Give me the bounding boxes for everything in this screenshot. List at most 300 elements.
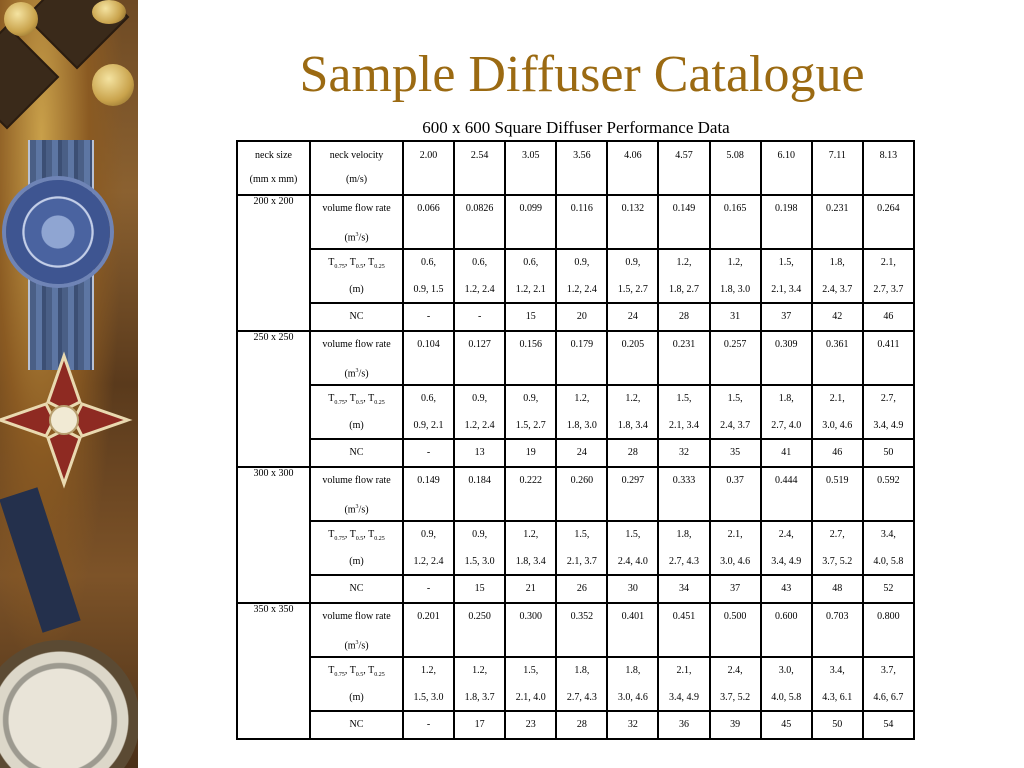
throw-value-a: 0.6, — [421, 257, 437, 268]
nc-label-cell — [310, 711, 403, 739]
table-caption: 600 x 600 Square Diffuser Performance Data — [422, 118, 730, 137]
throw-symbol: T — [328, 665, 335, 676]
nc-value: 24 — [576, 447, 587, 458]
neck-size-value: 350 x 350 — [253, 604, 294, 615]
throw-value-a: 1.8, — [778, 393, 794, 404]
throw-value-a: 3.4, — [880, 529, 896, 540]
throw-value-cell — [454, 657, 505, 711]
nc-value-cell — [863, 575, 914, 603]
nc-value: 42 — [832, 311, 843, 322]
nc-value-cell — [658, 439, 709, 467]
throw-value-a: 1.2, — [676, 257, 692, 268]
nc-value: 39 — [730, 719, 741, 730]
throw-symbol: T — [328, 257, 335, 268]
flow-value: 0.198 — [774, 203, 798, 214]
nc-row — [237, 439, 914, 467]
flow-value: 0.333 — [672, 475, 696, 486]
throw-value-b: 2.7, 4.3 — [669, 556, 700, 567]
header-row — [237, 141, 914, 195]
throw-value-a: 2.4, — [727, 665, 743, 676]
throw-value-b: 2.7, 4.3 — [566, 692, 597, 703]
decor-brass-button — [92, 0, 126, 24]
throw-value-a: 1.5, — [574, 529, 590, 540]
throw-label-cell — [310, 657, 403, 711]
throw-subscript: 0.75 — [334, 536, 345, 542]
flow-value-cell — [403, 195, 454, 249]
nc-label-cell — [310, 303, 403, 331]
flow-value-cell — [505, 331, 556, 385]
nc-value: 32 — [679, 447, 690, 458]
nc-value: 36 — [679, 719, 690, 730]
nc-value: 19 — [525, 447, 536, 458]
flow-label-cell — [310, 331, 403, 385]
nc-label: NC — [349, 719, 364, 730]
flow-unit-exponent: 3 — [355, 640, 359, 646]
neck-size-cell — [237, 603, 310, 739]
throw-unit: (m) — [349, 284, 364, 295]
nc-value-cell — [454, 711, 505, 739]
throw-value-cell — [658, 385, 709, 439]
throw-value-a: 0.6, — [472, 257, 488, 268]
throw-value-a: 1.5, — [523, 665, 539, 676]
throw-separator: , — [363, 393, 369, 404]
throw-value-a: 0.9, — [421, 529, 437, 540]
throw-value-b: 2.4, 4.0 — [617, 556, 648, 567]
throw-value-b: 3.7, 5.2 — [720, 692, 751, 703]
nc-value: - — [426, 583, 431, 594]
throw-value-cell — [556, 249, 607, 303]
flow-value-cell — [403, 603, 454, 657]
throw-value-cell — [505, 385, 556, 439]
velocity-header-cell — [454, 141, 505, 195]
flow-value-cell — [454, 195, 505, 249]
throw-value-b: 1.5, 2.7 — [515, 420, 546, 431]
flow-value-cell — [863, 195, 914, 249]
nc-value: 15 — [474, 583, 485, 594]
nc-value-cell — [863, 711, 914, 739]
throw-value-cell — [607, 249, 658, 303]
flow-value-cell — [403, 331, 454, 385]
nc-value: - — [426, 447, 431, 458]
decor-medal-cross — [0, 350, 134, 490]
throw-subscript: 0.5 — [355, 536, 364, 542]
flow-value-cell — [812, 467, 863, 521]
nc-row — [237, 575, 914, 603]
nc-value-cell — [556, 303, 607, 331]
flow-value: 0.104 — [417, 339, 440, 350]
flow-value: 0.361 — [826, 339, 849, 350]
velocity-value: 2.00 — [419, 150, 438, 161]
decor-compass — [0, 640, 138, 768]
flow-value-cell — [812, 603, 863, 657]
flow-label: volume flow rate — [322, 203, 391, 214]
throw-value-a: 1.5, — [676, 393, 692, 404]
nc-value: - — [426, 719, 431, 730]
throw-value-b: 1.2, 2.4 — [413, 556, 444, 567]
throw-separator: , — [363, 257, 369, 268]
flow-value-cell — [658, 603, 709, 657]
flow-value-cell — [710, 467, 761, 521]
flow-value-cell — [454, 603, 505, 657]
nc-value: 28 — [576, 719, 587, 730]
throw-subscript: 0.75 — [334, 400, 345, 406]
nc-value-cell — [454, 439, 505, 467]
nc-value-cell — [505, 711, 556, 739]
flow-label-cell — [310, 467, 403, 521]
nc-value: 37 — [781, 311, 792, 322]
nc-value: 50 — [832, 719, 843, 730]
nc-value-cell — [505, 439, 556, 467]
nc-value: 24 — [627, 311, 638, 322]
throw-value-b: 4.6, 6.7 — [873, 692, 904, 703]
nc-value-cell — [812, 711, 863, 739]
throw-value-cell — [761, 657, 812, 711]
nc-value: 50 — [883, 447, 894, 458]
flow-unit-post: /s) — [358, 640, 369, 652]
throw-value-a: 1.5, — [727, 393, 743, 404]
flow-unit-exponent: 3 — [355, 232, 359, 238]
nc-value: 21 — [525, 583, 536, 594]
velocity-header-cell — [505, 141, 556, 195]
throw-label — [311, 250, 402, 276]
flow-value-cell — [454, 331, 505, 385]
flow-unit — [311, 358, 402, 384]
flow-value: 0.401 — [621, 611, 645, 622]
decor-strap — [0, 487, 81, 633]
throw-symbol: T — [349, 529, 356, 540]
throw-unit: (m) — [349, 692, 364, 703]
nc-value: 46 — [883, 311, 894, 322]
throw-value-b: 1.8, 2.7 — [669, 284, 700, 295]
flow-value: 0.0826 — [465, 203, 494, 214]
throw-value-b: 1.8, 3.7 — [464, 692, 495, 703]
neck-size-cell — [237, 331, 310, 467]
throw-value-cell — [812, 249, 863, 303]
throw-value-a: 1.5, — [778, 257, 794, 268]
velocity-value: 4.06 — [624, 150, 642, 161]
throw-value-cell — [761, 521, 812, 575]
neck-velocity-header — [310, 141, 403, 195]
flow-value-cell — [607, 195, 658, 249]
throw-value-b: 0.9, 2.1 — [413, 420, 444, 431]
flow-value: 0.156 — [519, 339, 542, 350]
nc-value: 37 — [730, 583, 741, 594]
flow-value-cell — [556, 331, 607, 385]
flow-value-cell — [658, 195, 709, 249]
throw-value-a: 1.2, — [625, 393, 641, 404]
throw-value-a: 3.4, — [829, 665, 845, 676]
throw-value-b: 3.4, 4.9 — [873, 420, 904, 431]
flow-unit-post: /s) — [358, 504, 369, 516]
nc-value-cell — [505, 303, 556, 331]
throw-value-a: 2.7, — [829, 529, 845, 540]
nc-row — [237, 303, 914, 331]
throw-value-cell — [812, 521, 863, 575]
throw-value-b: 3.4, 4.9 — [771, 556, 802, 567]
flow-label: volume flow rate — [322, 339, 391, 350]
nc-value-cell — [556, 575, 607, 603]
nc-value-cell — [403, 303, 454, 331]
throw-value-b: 1.8, 3.4 — [515, 556, 546, 567]
flow-value-cell — [863, 467, 914, 521]
nc-value-cell — [863, 303, 914, 331]
throw-value-b: 3.4, 4.9 — [669, 692, 700, 703]
flow-value: 0.800 — [877, 611, 900, 622]
nc-label-cell — [310, 439, 403, 467]
throw-subscript: 0.25 — [374, 264, 385, 270]
nc-value-cell — [454, 575, 505, 603]
throw-separator: , — [363, 529, 369, 540]
throw-value-b: 1.5, 2.7 — [617, 284, 648, 295]
nc-value-cell — [505, 575, 556, 603]
throw-unit: (m) — [349, 420, 364, 431]
flow-value: 0.127 — [468, 339, 491, 350]
throw-value-cell — [556, 385, 607, 439]
neck-size-cell — [237, 467, 310, 603]
throw-separator: , — [344, 393, 350, 404]
throw-value-cell — [863, 521, 914, 575]
flow-row — [237, 331, 914, 385]
throw-value-a: 1.5, — [625, 529, 641, 540]
throw-value-a: 0.9, — [472, 393, 488, 404]
flow-value-cell — [761, 331, 812, 385]
throw-separator: , — [344, 529, 350, 540]
throw-value-b: 4.3, 6.1 — [822, 692, 853, 703]
throw-value-b: 1.5, 3.0 — [413, 692, 444, 703]
flow-value-cell — [658, 467, 709, 521]
throw-value-cell — [403, 385, 454, 439]
nc-value-cell — [607, 303, 658, 331]
throw-value-cell — [556, 657, 607, 711]
throw-value-cell — [710, 249, 761, 303]
throw-label-cell — [310, 385, 403, 439]
neck-velocity-label: neck velocity — [329, 150, 384, 161]
flow-value: 0.411 — [877, 339, 900, 350]
nc-label-cell — [310, 575, 403, 603]
flow-label: volume flow rate — [322, 611, 391, 622]
nc-value: 41 — [781, 447, 792, 458]
flow-value-cell — [607, 467, 658, 521]
flow-unit-pre: (m — [344, 232, 356, 244]
throw-value-a: 0.6, — [523, 257, 539, 268]
nc-value: 45 — [781, 719, 792, 730]
flow-value: 0.519 — [826, 475, 849, 486]
neck-size-value: 250 x 250 — [253, 332, 294, 343]
nc-value-cell — [710, 575, 761, 603]
velocity-value: 4.57 — [675, 150, 693, 161]
throw-value-b: 1.2, 2.4 — [566, 284, 597, 295]
throw-row — [237, 657, 914, 711]
nc-value-cell — [863, 439, 914, 467]
nc-row — [237, 711, 914, 739]
flow-value-cell — [556, 195, 607, 249]
flow-value: 0.132 — [621, 203, 645, 214]
throw-value-cell — [761, 249, 812, 303]
flow-label-cell — [310, 603, 403, 657]
throw-label — [311, 522, 402, 548]
flow-row — [237, 195, 914, 249]
flow-row — [237, 603, 914, 657]
flow-value-cell — [556, 603, 607, 657]
throw-value-cell — [710, 657, 761, 711]
throw-value-cell — [607, 521, 658, 575]
throw-subscript: 0.75 — [334, 264, 345, 270]
throw-value-cell — [505, 249, 556, 303]
flow-value-cell — [761, 467, 812, 521]
throw-value-cell — [454, 385, 505, 439]
throw-value-b: 2.1, 3.4 — [669, 420, 700, 431]
flow-value-cell — [505, 195, 556, 249]
velocity-header-cell — [556, 141, 607, 195]
flow-value: 0.066 — [417, 203, 440, 214]
throw-value-a: 0.9, — [625, 257, 641, 268]
flow-value-cell — [403, 467, 454, 521]
velocity-header-cell — [403, 141, 454, 195]
nc-value: - — [477, 311, 482, 322]
nc-value: 28 — [679, 311, 690, 322]
flow-value: 0.257 — [723, 339, 747, 350]
neck-size-value: 200 x 200 — [253, 196, 294, 207]
nc-value: 30 — [627, 583, 638, 594]
throw-value-cell — [658, 657, 709, 711]
throw-row — [237, 249, 914, 303]
flow-value: 0.352 — [570, 611, 594, 622]
flow-value: 0.703 — [826, 611, 849, 622]
nc-value: 26 — [576, 583, 587, 594]
velocity-header-cell — [863, 141, 914, 195]
flow-label-cell — [310, 195, 403, 249]
throw-subscript: 0.5 — [355, 672, 364, 678]
throw-value-cell — [863, 657, 914, 711]
flow-value: 0.116 — [570, 203, 593, 214]
throw-label-cell — [310, 249, 403, 303]
flow-value: 0.600 — [774, 611, 798, 622]
throw-value-cell — [556, 521, 607, 575]
nc-value: 17 — [474, 719, 485, 730]
nc-value: 15 — [525, 311, 536, 322]
flow-value: 0.231 — [672, 339, 696, 350]
nc-value-cell — [556, 439, 607, 467]
throw-value-a: 1.8, — [829, 257, 845, 268]
neck-size-cell — [237, 195, 310, 331]
throw-label-cell — [310, 521, 403, 575]
flow-value: 0.149 — [417, 475, 440, 486]
throw-value-a: 2.4, — [778, 529, 794, 540]
nc-value: 28 — [627, 447, 638, 458]
velocity-value: 3.05 — [521, 150, 540, 161]
flow-value-cell — [761, 603, 812, 657]
nc-value-cell — [761, 711, 812, 739]
decorative-photo-strip — [0, 0, 138, 768]
throw-value-b: 2.4, 3.7 — [822, 284, 853, 295]
throw-value-a: 1.8, — [625, 665, 641, 676]
flow-value: 0.184 — [468, 475, 491, 486]
flow-value-cell — [505, 603, 556, 657]
throw-separator: , — [344, 257, 350, 268]
flow-value: 0.205 — [621, 339, 645, 350]
throw-value-b: 3.0, 4.6 — [822, 420, 853, 431]
nc-value-cell — [710, 439, 761, 467]
throw-separator: , — [344, 665, 350, 676]
nc-value-cell — [761, 303, 812, 331]
nc-value-cell — [812, 575, 863, 603]
throw-value-b: 1.8, 3.0 — [566, 420, 597, 431]
nc-label: NC — [349, 447, 364, 458]
throw-value-a: 0.9, — [523, 393, 539, 404]
throw-value-cell — [607, 657, 658, 711]
throw-value-b: 1.5, 3.0 — [464, 556, 495, 567]
throw-value-cell — [403, 521, 454, 575]
velocity-header-cell — [658, 141, 709, 195]
throw-value-b: 1.8, 3.4 — [617, 420, 648, 431]
neck-velocity-unit: (m/s) — [345, 174, 368, 185]
nc-value-cell — [710, 303, 761, 331]
throw-symbol: T — [368, 529, 375, 540]
flow-unit-exponent: 3 — [355, 504, 359, 510]
velocity-value: 8.13 — [879, 150, 898, 161]
throw-value-a: 0.6, — [421, 393, 437, 404]
nc-value: 48 — [832, 583, 843, 594]
neck-size-value: 300 x 300 — [253, 468, 294, 479]
flow-label: volume flow rate — [322, 475, 391, 486]
throw-row — [237, 385, 914, 439]
velocity-header-cell — [812, 141, 863, 195]
flow-row — [237, 467, 914, 521]
throw-subscript: 0.25 — [374, 672, 385, 678]
flow-value-cell — [658, 331, 709, 385]
throw-value-b: 3.0, 4.6 — [720, 556, 751, 567]
flow-value: 0.179 — [570, 339, 594, 350]
throw-value-a: 1.8, — [574, 665, 590, 676]
flow-value: 0.264 — [877, 203, 900, 214]
flow-unit — [311, 222, 402, 248]
velocity-value: 3.56 — [573, 150, 591, 161]
page-title: Sample Diffuser Catalogue — [299, 46, 865, 103]
throw-value-a: 3.7, — [880, 665, 896, 676]
nc-value-cell — [403, 439, 454, 467]
throw-value-cell — [812, 385, 863, 439]
flow-unit — [311, 494, 402, 520]
nc-value-cell — [812, 303, 863, 331]
nc-value: 32 — [627, 719, 638, 730]
flow-value: 0.444 — [774, 475, 798, 486]
throw-subscript: 0.5 — [355, 264, 364, 270]
throw-value-cell — [505, 521, 556, 575]
velocity-header-cell — [761, 141, 812, 195]
nc-value-cell — [812, 439, 863, 467]
flow-value: 0.231 — [826, 203, 849, 214]
throw-value-b: 0.9, 1.5 — [413, 284, 444, 295]
flow-unit-pre: (m — [344, 504, 356, 516]
throw-value-b: 4.0, 5.8 — [771, 692, 802, 703]
flow-value: 0.297 — [621, 475, 645, 486]
nc-value-cell — [658, 575, 709, 603]
neck-size-unit: (mm x mm) — [249, 174, 298, 185]
nc-value-cell — [761, 439, 812, 467]
flow-unit-exponent: 3 — [355, 368, 359, 374]
throw-value-a: 1.2, — [523, 529, 539, 540]
nc-value-cell — [658, 711, 709, 739]
flow-value: 0.099 — [519, 203, 542, 214]
throw-value-a: 1.8, — [676, 529, 692, 540]
throw-value-a: 1.2, — [421, 665, 437, 676]
nc-value: 54 — [883, 719, 894, 730]
flow-value: 0.300 — [519, 611, 542, 622]
throw-value-b: 1.8, 3.0 — [720, 284, 751, 295]
throw-symbol: T — [368, 665, 375, 676]
flow-value-cell — [556, 467, 607, 521]
throw-value-a: 1.2, — [727, 257, 743, 268]
